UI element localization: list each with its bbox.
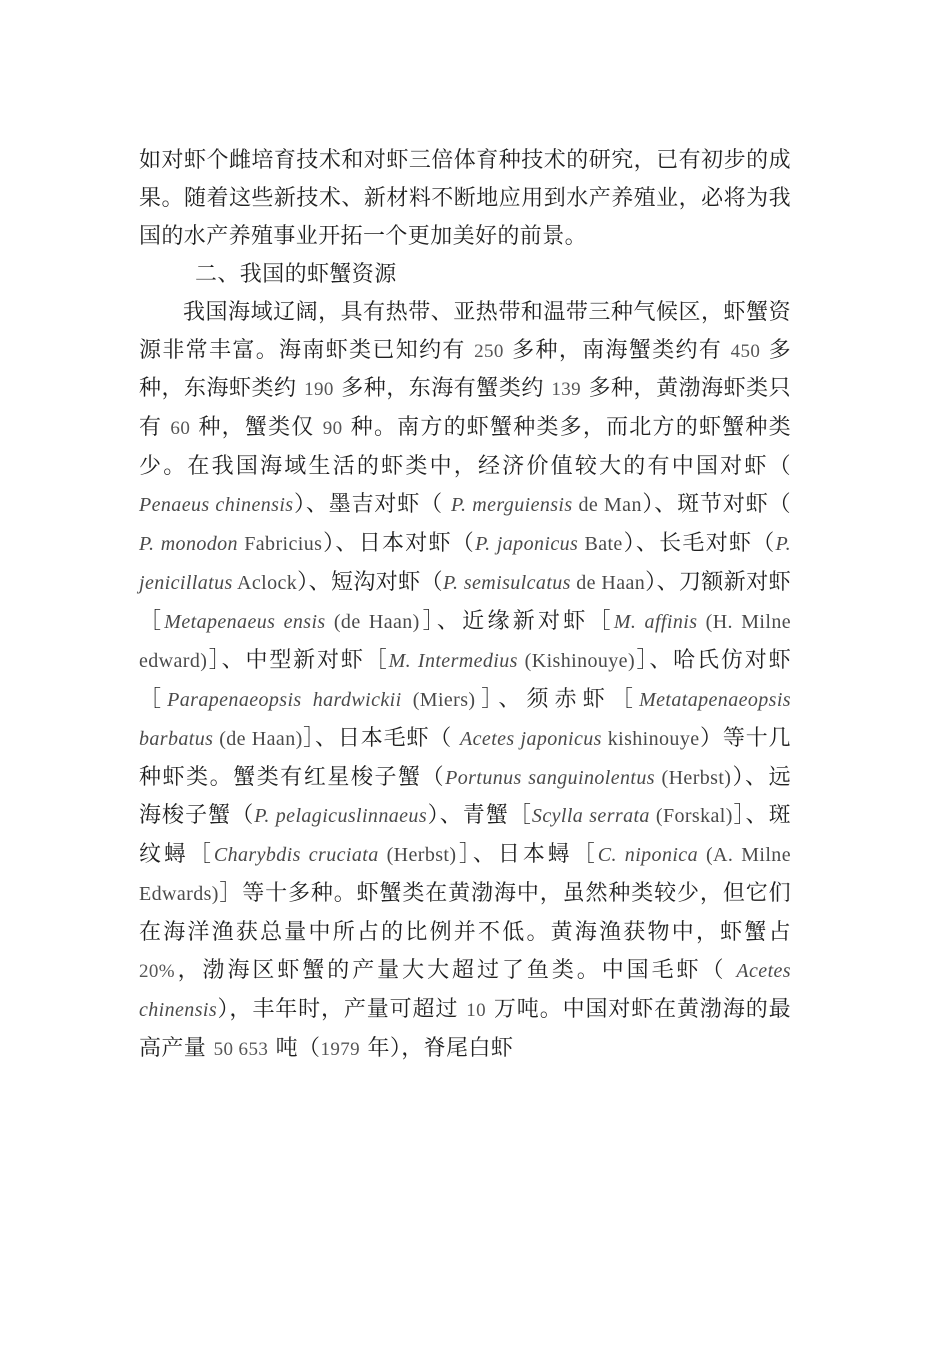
- text-run: (de Haan): [213, 727, 303, 750]
- number: 50 653: [213, 1038, 269, 1060]
- body-text: [139, 142, 791, 1069]
- text-run: kishinouye: [601, 727, 700, 750]
- paragraph: [139, 294, 791, 1069]
- number: 60: [170, 418, 191, 440]
- text-run: 多种，黄渤海虾类只有: [139, 376, 792, 441]
- species-name: P. semisulcatus: [443, 571, 571, 594]
- text-run: 如对虾个雌培育技术和对虾三倍体育种技术的研究，已有初步的成果。随着这些新技术、新材料不断地应用到水产养殖业，必将为我国的水产养殖事业开拓一个更加美好的前景。: [139, 148, 791, 249]
- text-run: ）、日本对虾（: [322, 531, 476, 557]
- species-name: P. jenicillatus: [139, 533, 791, 594]
- text-run: ）、远海梭子蟹（: [139, 764, 792, 829]
- species-name: Acetes chinensis: [139, 960, 791, 1021]
- text-run: 年），脊尾白虾: [360, 1035, 514, 1061]
- number: 450: [730, 340, 761, 362]
- species-name: C. niponica: [597, 844, 698, 867]
- number: 90: [322, 418, 343, 440]
- number: 1979: [320, 1038, 361, 1060]
- text-run: (Herbst): [378, 844, 457, 867]
- text-run: ）、青蟹［: [427, 803, 532, 829]
- text-run: (Forskal): [649, 805, 733, 828]
- text-run: de Man: [572, 494, 642, 517]
- species-name: Metatapenaeopsis barbatus: [139, 688, 791, 750]
- text-run: (Herbst): [654, 766, 732, 789]
- number: 190: [304, 379, 334, 401]
- text-run: 我国海域辽阔，具有热带、亚热带和温带三种气候区，虾蟹资源非常丰富。海南虾类已知约有: [139, 299, 791, 363]
- number: 250: [474, 340, 504, 362]
- text-run: ）、短沟对虾（: [297, 569, 443, 595]
- section-heading: [139, 256, 791, 294]
- species-name: Portunus sanguinolentus: [445, 766, 655, 789]
- text-run: Bate: [578, 533, 623, 556]
- text-run: ）等十几种虾类。蟹类有红星梭子蟹（: [139, 725, 791, 790]
- text-run: ）、斑节对虾（: [641, 492, 791, 518]
- text-run: 二、我国的虾蟹资源: [195, 261, 397, 287]
- text-run: Aclock: [232, 571, 298, 594]
- text-run: (Kishinouye): [517, 649, 636, 672]
- text-run: 吨（: [268, 1035, 321, 1061]
- species-name: M. Intermedius: [388, 649, 518, 672]
- species-name: Acetes japonicus: [460, 727, 602, 750]
- text-run: (A. Milne Edwards): [139, 844, 791, 906]
- text-run: ），丰年时，产量可超过: [217, 996, 467, 1022]
- species-name: Charybdis cruciata: [213, 844, 379, 867]
- text-run: ］、日本蟳［: [456, 842, 598, 868]
- text-run: ］、哈氏仿对虾［: [139, 647, 791, 712]
- species-name: Penaeus chinensis: [139, 494, 294, 517]
- text-run: ］、中型新对虾［: [207, 647, 389, 673]
- text-run: 种，蟹类仅: [190, 415, 323, 441]
- text-run: 多种，南海蟹类约有: [503, 337, 731, 363]
- text-run: 万吨。中国对虾在黄渤海的最高产量: [139, 996, 791, 1061]
- text-run: ］、须赤虾［: [475, 686, 640, 712]
- number: 139: [551, 379, 582, 401]
- species-name: P. merguiensis: [450, 494, 573, 517]
- text-run: ）、墨吉对虾（: [293, 492, 451, 518]
- text-run: (de Haan): [325, 610, 420, 633]
- text-run: 多种，东海虾类约: [139, 337, 792, 402]
- text-run: ）、刀额新对虾［: [139, 569, 792, 634]
- text-run: ］、日本毛虾（: [302, 725, 461, 751]
- text-run: ］、斑纹蟳［: [139, 803, 791, 868]
- text-run: ］等十多种。虾蟹类在黄渤海中，虽然种类较少，但它们在海洋渔获总量中所占的比例并不低。黄海渔获物中，虾蟹占: [139, 881, 791, 946]
- species-name: M. affinis: [613, 610, 698, 633]
- text-run: ，渤海区虾蟹的产量大大超过了鱼类。中国毛虾（: [175, 958, 737, 984]
- number: 20%: [139, 961, 176, 983]
- text-run: Fabricius: [237, 533, 323, 556]
- text-run: (Miers): [401, 688, 476, 711]
- species-name: Metapenaeus ensis: [164, 610, 326, 633]
- species-name: Parapenaeopsis hardwickii: [167, 688, 402, 711]
- paragraph: [139, 142, 791, 256]
- species-name: P. monodon: [139, 533, 238, 556]
- text-run: de Haan: [570, 571, 646, 594]
- species-name: P. japonicus: [475, 533, 579, 556]
- species-name: Scylla serrata: [531, 805, 650, 828]
- species-name: P. pelagicuslinnaeus: [254, 805, 427, 828]
- number: 10: [466, 999, 487, 1021]
- text-run: (H. Milne edward): [139, 610, 791, 672]
- text-run: ）、长毛对虾（: [622, 531, 776, 557]
- text-run: ］、近缘新对虾［: [419, 608, 614, 634]
- text-run: 多种，东海有蟹类约: [333, 376, 552, 402]
- text-run: 种。南方的虾蟹种类多，而北方的虾蟹种类少。在我国海域生活的虾类中，经济价值较大的有中国对虾（: [139, 415, 791, 480]
